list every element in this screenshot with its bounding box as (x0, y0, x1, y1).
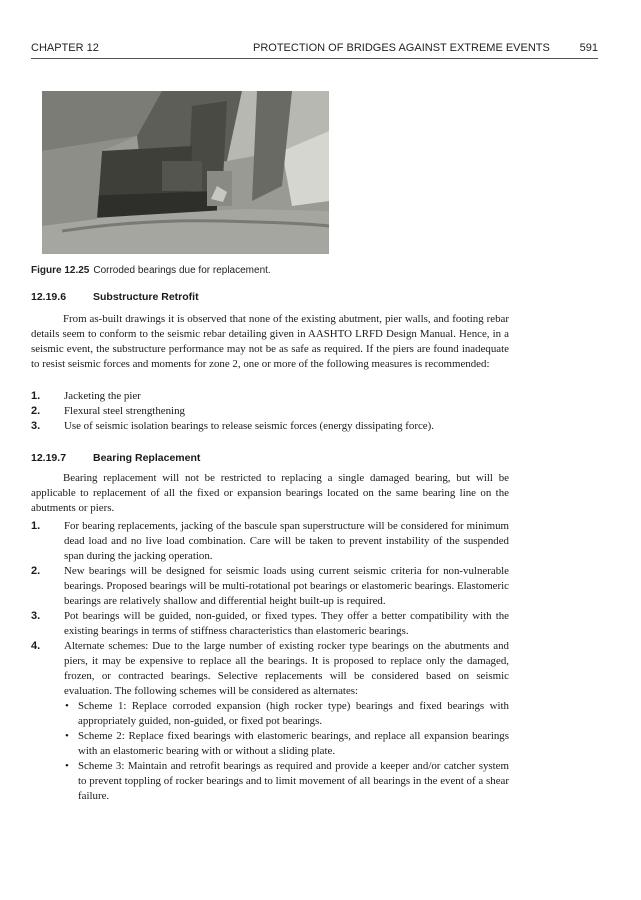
list-number: 1. (31, 520, 41, 532)
list-item (31, 389, 509, 404)
figure-caption-text: Corroded bearings due for replacement. (93, 265, 271, 276)
section-title: Substructure Retrofit (93, 291, 199, 303)
list-number: 2. (31, 405, 41, 417)
list-item (31, 609, 509, 639)
alternate-schemes-list (64, 699, 509, 804)
corroded-bearings-photo (42, 91, 329, 254)
section-heading-substructure (31, 291, 591, 303)
list-text: Use of seismic isolation bearings to release seismic forces (energy dissipating force). (64, 420, 434, 432)
list-text: Jacketing the pier (64, 390, 141, 402)
running-header (31, 42, 598, 58)
substructure-measures-list (31, 389, 509, 434)
section-number: 12.19.7 (31, 452, 67, 464)
list-text: Flexural steel strengthening (64, 405, 185, 417)
bullet: • (65, 760, 69, 772)
scheme-item (64, 699, 509, 729)
chapter-label: CHAPTER 12 (31, 42, 99, 54)
substructure-paragraph: From as-built drawings it is observed that none of the existing abutment, pier walls, and footing rebar details seem to conform to the seismic rebar detailing given in AASHTO LRFD Design Manual. Hence, in a seismic event, the substructure performance may not be as safe as required. If the piers are found inadequate to resist seismic forces and moments for zone 2, one or more of the following measures is recommended: (31, 313, 509, 370)
scheme-item (64, 729, 509, 759)
header-rule (31, 58, 598, 59)
scheme-text: Scheme 3: Maintain and retrofit bearings as required and provide a keeper and/or catcher system to prevent toppling of rocker bearings and to limit movement of all bearings in the event of a shear failure. (78, 760, 509, 802)
list-item (31, 404, 509, 419)
list-number: 3. (31, 610, 41, 622)
bullet: • (65, 700, 69, 712)
list-text: New bearings will be designed for seismic loads using current seismic criteria for non-vulnerable bearings. Proposed bearings will be multi-rotational pot bearings or elastomeric bearings. Elastomeric bearings are relatively shallow and differential height built-up is required. (64, 565, 509, 607)
list-number: 2. (31, 565, 41, 577)
page-number: 591 (579, 42, 598, 54)
list-item (31, 519, 509, 564)
section-heading-bearing (31, 452, 591, 464)
figure-caption (31, 265, 591, 276)
list-number: 1. (31, 390, 41, 402)
section-title: Bearing Replacement (93, 452, 201, 464)
list-item (31, 639, 509, 804)
bearing-paragraph: Bearing replacement will not be restricted to replacing a single damaged bearing, but will be applicable to replacement of all the fixed or expansion bearings located on the same bearing line on the abutments or piers. (31, 472, 509, 514)
section-number: 12.19.6 (31, 291, 67, 303)
list-text: Alternate schemes: Due to the large number of existing rocker type bearings on the abutments and piers, it may be expensive to replace all the bearings. It is proposed to replace only the damaged, frozen, or contracted bearings. Selective replacements will be considered based on seismic evaluation. The following schemes will be considered as alternates: (64, 640, 509, 697)
bullet: • (65, 730, 69, 742)
list-item (31, 419, 509, 434)
bearing-replacement-list (31, 519, 509, 804)
scheme-item (64, 759, 509, 804)
list-text: For bearing replacements, jacking of the bascule span superstructure will be considered for minimum dead load and no live load combination. Care will be taken to prevent instability of the suspended span during the jacking operation. (64, 520, 509, 562)
chapter-title: PROTECTION OF BRIDGES AGAINST EXTREME EVENTS (253, 42, 550, 54)
list-text: Pot bearings will be guided, non-guided, or fixed types. They offer a better compatibility with the existing bearings in terms of stiffness characteristics than elastomeric bearings. (64, 610, 509, 637)
scheme-text: Scheme 1: Replace corroded expansion (high rocker type) bearings and fixed bearings with appropriately guided, non-guided, or fixed pot bearings. (78, 700, 509, 727)
scheme-text: Scheme 2: Replace fixed bearings with elastomeric bearings, and replace all expansion bearings with an elastomeric bearing with or without a sliding plate. (78, 730, 509, 757)
list-number: 3. (31, 420, 41, 432)
figure-label: Figure 12.25 (31, 265, 90, 276)
list-item (31, 564, 509, 609)
list-number: 4. (31, 640, 41, 652)
